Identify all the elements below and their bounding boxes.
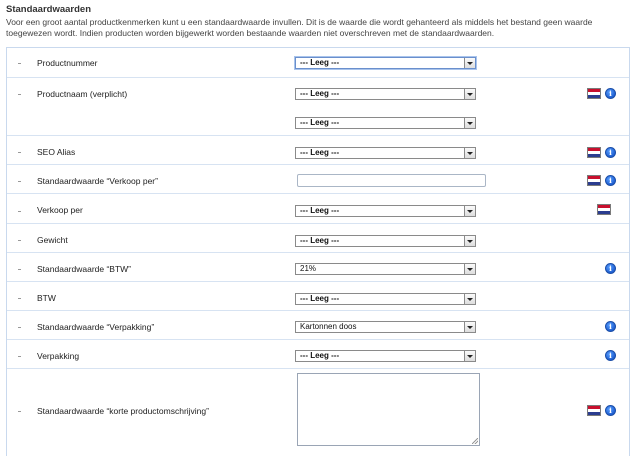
default-btw-select[interactable]	[295, 263, 476, 275]
chevron-down-icon[interactable]	[464, 89, 475, 99]
row-bullet	[18, 269, 21, 270]
info-icon[interactable]: i	[605, 147, 616, 158]
field-label: Standaardwaarde “Verpakking”	[37, 322, 155, 332]
info-icon[interactable]: i	[605, 88, 616, 99]
row-bullet	[18, 94, 21, 95]
row-bullet	[18, 152, 21, 153]
row-bullet	[18, 240, 21, 241]
field-label: Productnummer	[37, 58, 98, 68]
chevron-down-icon[interactable]	[464, 264, 475, 274]
field-label: Standaardwaarde “BTW”	[37, 264, 132, 274]
productnaam-extra-select[interactable]	[295, 117, 476, 129]
default-verpakking-select[interactable]	[295, 321, 476, 333]
dutch-flag-icon[interactable]	[587, 405, 601, 416]
select-value: --- Leeg ---	[300, 148, 340, 157]
select-value: --- Leeg ---	[300, 89, 340, 98]
field-label: Standaardwaarde “Verkoop per”	[37, 176, 158, 186]
chevron-down-icon[interactable]	[464, 322, 475, 332]
field-label: Gewicht	[37, 235, 68, 245]
row-bullet	[18, 63, 21, 64]
chevron-down-icon[interactable]	[464, 118, 475, 128]
form-row-btw	[7, 281, 629, 310]
verkoop-per-select[interactable]	[295, 205, 476, 217]
chevron-down-icon[interactable]	[464, 206, 475, 216]
select-value: 21%	[300, 264, 317, 273]
select-value: Kartonnen doos	[300, 322, 357, 331]
section-title: Standaardwaarden	[6, 4, 91, 15]
form-row-verkoop-per	[7, 193, 629, 223]
form-row-verpakking	[7, 339, 629, 368]
dutch-flag-icon[interactable]	[587, 175, 601, 186]
row-bullet	[18, 298, 21, 299]
btw-select[interactable]	[295, 293, 476, 305]
select-value: --- Leeg ---	[300, 236, 340, 245]
field-label: BTW	[37, 293, 56, 303]
select-value: --- Leeg ---	[300, 118, 340, 127]
row-bullet	[18, 411, 21, 412]
form-row-default-verkoop-per	[7, 164, 629, 193]
productnummer-select[interactable]	[295, 57, 476, 69]
productnaam-select[interactable]	[295, 88, 476, 100]
verpakking-select[interactable]	[295, 350, 476, 362]
chevron-down-icon[interactable]	[464, 294, 475, 304]
field-label: Standaardwaarde “korte productomschrijving”	[37, 406, 209, 416]
select-value: --- Leeg ---	[300, 351, 340, 360]
info-icon[interactable]: i	[605, 175, 616, 186]
info-icon[interactable]: i	[605, 405, 616, 416]
row-bullet	[18, 356, 21, 357]
dutch-flag-icon[interactable]	[587, 88, 601, 99]
seo-alias-select[interactable]	[295, 147, 476, 159]
resize-handle[interactable]	[472, 438, 478, 444]
form-row-seo-alias	[7, 135, 629, 164]
info-icon[interactable]: i	[605, 321, 616, 332]
form-row-default-short-description	[7, 368, 629, 457]
form-row-gewicht	[7, 223, 629, 252]
form-row-productnummer	[7, 48, 629, 77]
chevron-down-icon[interactable]	[464, 58, 475, 68]
form-row-productnaam	[7, 77, 629, 135]
short-description-textarea[interactable]	[297, 373, 480, 446]
row-bullet	[18, 181, 21, 182]
row-bullet	[18, 327, 21, 328]
info-icon[interactable]: i	[605, 350, 616, 361]
form-row-default-verpakking	[7, 310, 629, 339]
dutch-flag-icon[interactable]	[587, 147, 601, 158]
row-bullet	[18, 211, 21, 212]
chevron-down-icon[interactable]	[464, 148, 475, 158]
chevron-down-icon[interactable]	[464, 351, 475, 361]
default-verkoop-per-input[interactable]	[297, 174, 486, 187]
select-value: --- Leeg ---	[300, 294, 340, 303]
defaults-form	[6, 47, 630, 456]
form-row-default-btw	[7, 252, 629, 281]
select-value: --- Leeg ---	[300, 206, 340, 215]
select-value: --- Leeg ---	[300, 58, 340, 67]
field-label: Productnaam (verplicht)	[37, 89, 128, 99]
section-description: Voor een groot aantal productkenmerken kunt u een standaardwaarde invullen. Dit is de waarde die wordt gehanteerd als middels het bestand geen waarde toegewezen wordt. Indien producten worden bijgewerkt worden bestaande waarden niet overschreven met de standaardwaarden.	[6, 17, 593, 38]
chevron-down-icon[interactable]	[464, 236, 475, 246]
section-header	[6, 4, 636, 39]
dutch-flag-icon[interactable]	[597, 204, 611, 215]
field-label: Verpakking	[37, 351, 80, 361]
field-label: Verkoop per	[37, 205, 83, 215]
field-label: SEO Alias	[37, 147, 76, 157]
gewicht-select[interactable]	[295, 235, 476, 247]
info-icon[interactable]: i	[605, 263, 616, 274]
